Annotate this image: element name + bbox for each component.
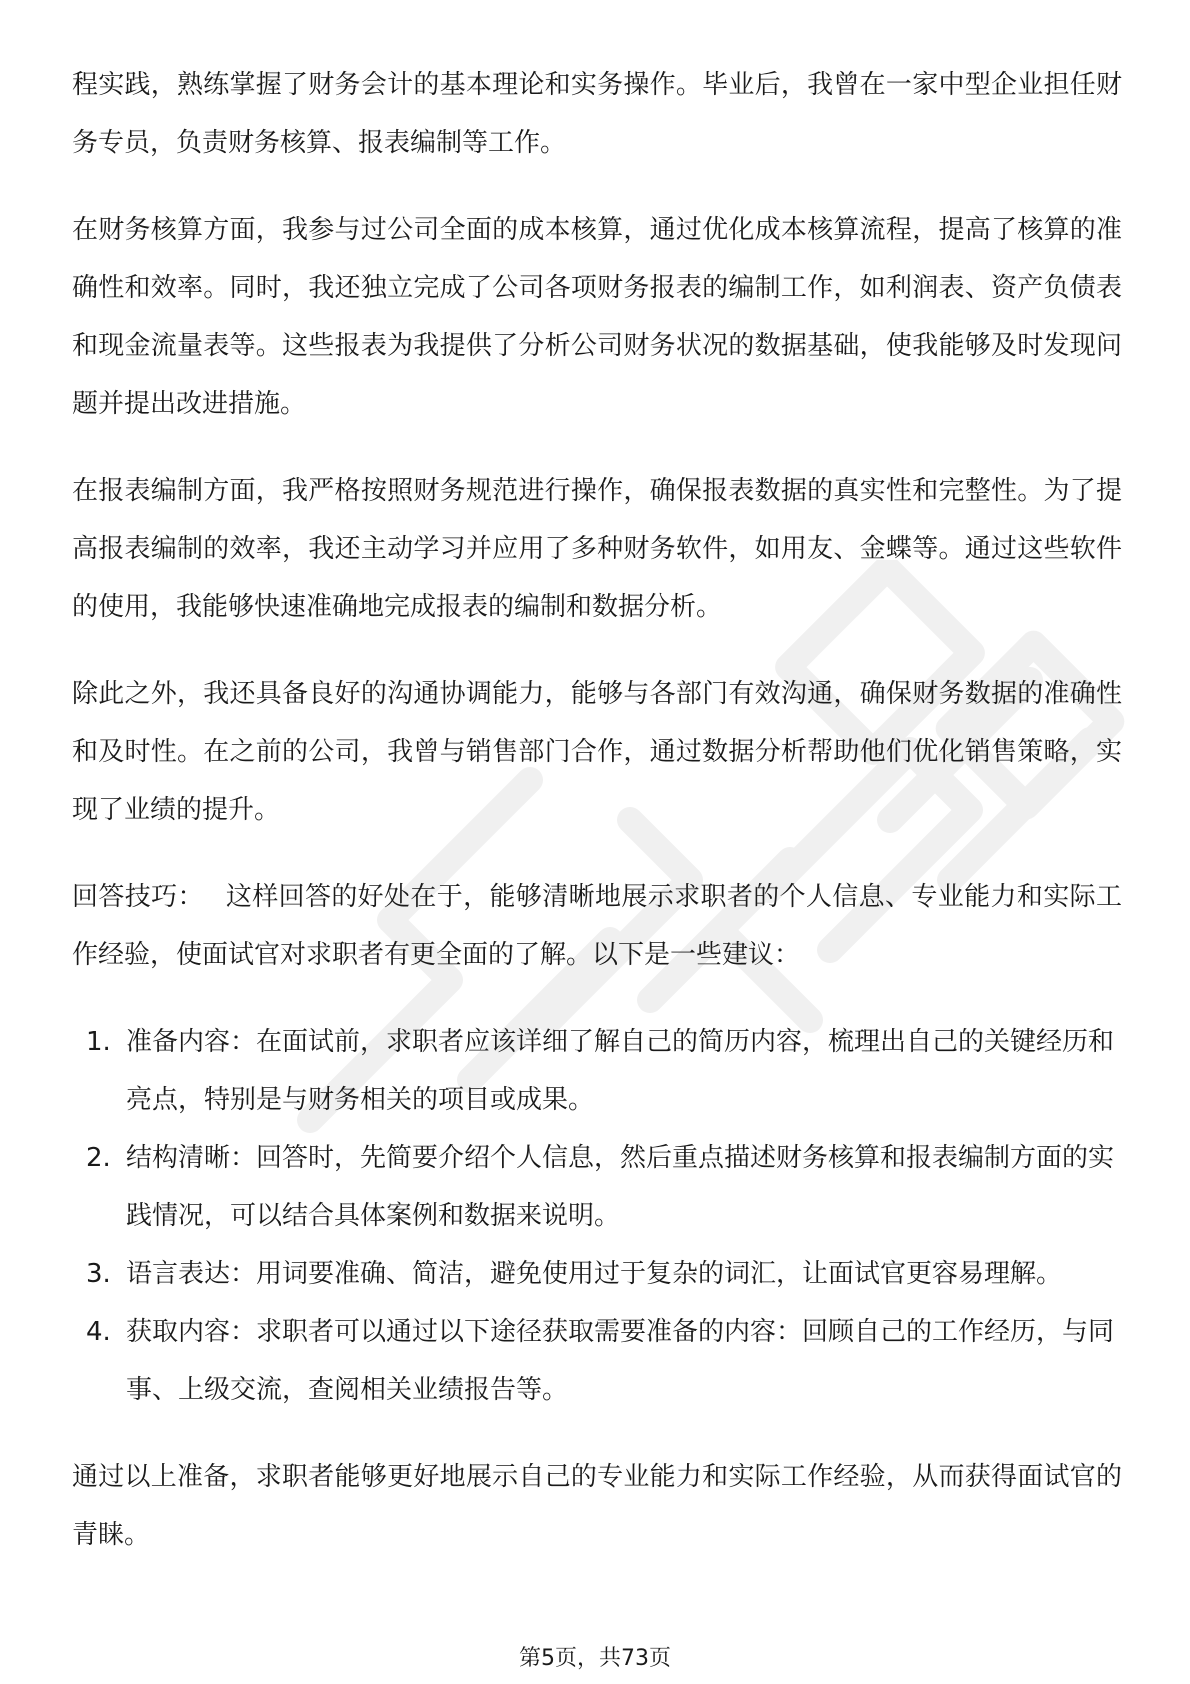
paragraph: 除此之外，我还具备良好的沟通协调能力，能够与各部门有效沟通，确保财务数据的准确性和及时性。在之前的公司，我曾与销售部门合作，通过数据分析帮助他们优化销售策略，实现了业绩的提升。 — [72, 679, 1122, 825]
list-item-number: 3. — [86, 1259, 111, 1289]
list-item — [72, 1129, 1122, 1245]
suggestion-list — [72, 1013, 1122, 1419]
paragraph: 在财务核算方面，我参与过公司全面的成本核算，通过优化成本核算流程，提高了核算的准确性和效率。同时，我还独立完成了公司各项财务报表的编制工作，如利润表、资产负债表和现金流量表等。这些报表为我提供了分析公司财务状况的数据基础，使我能够及时发现问题并提出改进措施。 — [72, 215, 1122, 419]
document-body — [72, 56, 1122, 1593]
list-item-term: 结构清晰： — [126, 1143, 257, 1173]
list-item-text: 用词要准确、简洁，避免使用过于复杂的词汇，让面试官更容易理解。 — [256, 1259, 1063, 1289]
conclusion-paragraph: 通过以上准备，求职者能够更好地展示自己的专业能力和实际工作经验，从而获得面试官的青睐。 — [72, 1462, 1122, 1550]
list-item-term: 准备内容： — [126, 1027, 257, 1057]
list-item-number: 4. — [86, 1317, 111, 1347]
list-item-number: 2. — [86, 1143, 111, 1173]
list-item-text: 求职者可以通过以下途径获取需要准备的内容：回顾自己的工作经历，与同事、上级交流，查阅相关业绩报告等。 — [126, 1317, 1115, 1405]
answer-tips-label: 回答技巧： — [72, 882, 204, 912]
list-item — [72, 1245, 1122, 1303]
list-item-number: 1. — [86, 1027, 111, 1057]
paragraph: 程实践，熟练掌握了财务会计的基本理论和实务操作。毕业后，我曾在一家中型企业担任财务专员，负责财务核算、报表编制等工作。 — [72, 70, 1122, 158]
page-number: 第5页，共73页 — [519, 1646, 671, 1671]
list-item-term: 语言表达： — [126, 1259, 257, 1289]
list-item — [72, 1303, 1122, 1419]
list-item-text: 回答时，先简要介绍个人信息，然后重点描述财务核算和报表编制方面的实践情况，可以结合具体案例和数据来说明。 — [126, 1143, 1115, 1231]
list-item — [72, 1013, 1122, 1129]
paragraph: 在报表编制方面，我严格按照财务规范进行操作，确保报表数据的真实性和完整性。为了提高报表编制的效率，我还主动学习并应用了多种财务软件，如用友、金蝶等。通过这些软件的使用，我能够快速准确地完成报表的编制和数据分析。 — [72, 476, 1122, 622]
list-item-term: 获取内容： — [126, 1317, 257, 1347]
answer-tips — [72, 868, 1122, 984]
list-item-text: 在面试前，求职者应该详细了解自己的简历内容，梳理出自己的关键经历和亮点，特别是与财务相关的项目或成果。 — [126, 1027, 1115, 1115]
answer-tips-text: 这样回答的好处在于，能够清晰地展示求职者的个人信息、专业能力和实际工作经验，使面试官对求职者有更全面的了解。以下是一些建议： — [72, 882, 1122, 970]
